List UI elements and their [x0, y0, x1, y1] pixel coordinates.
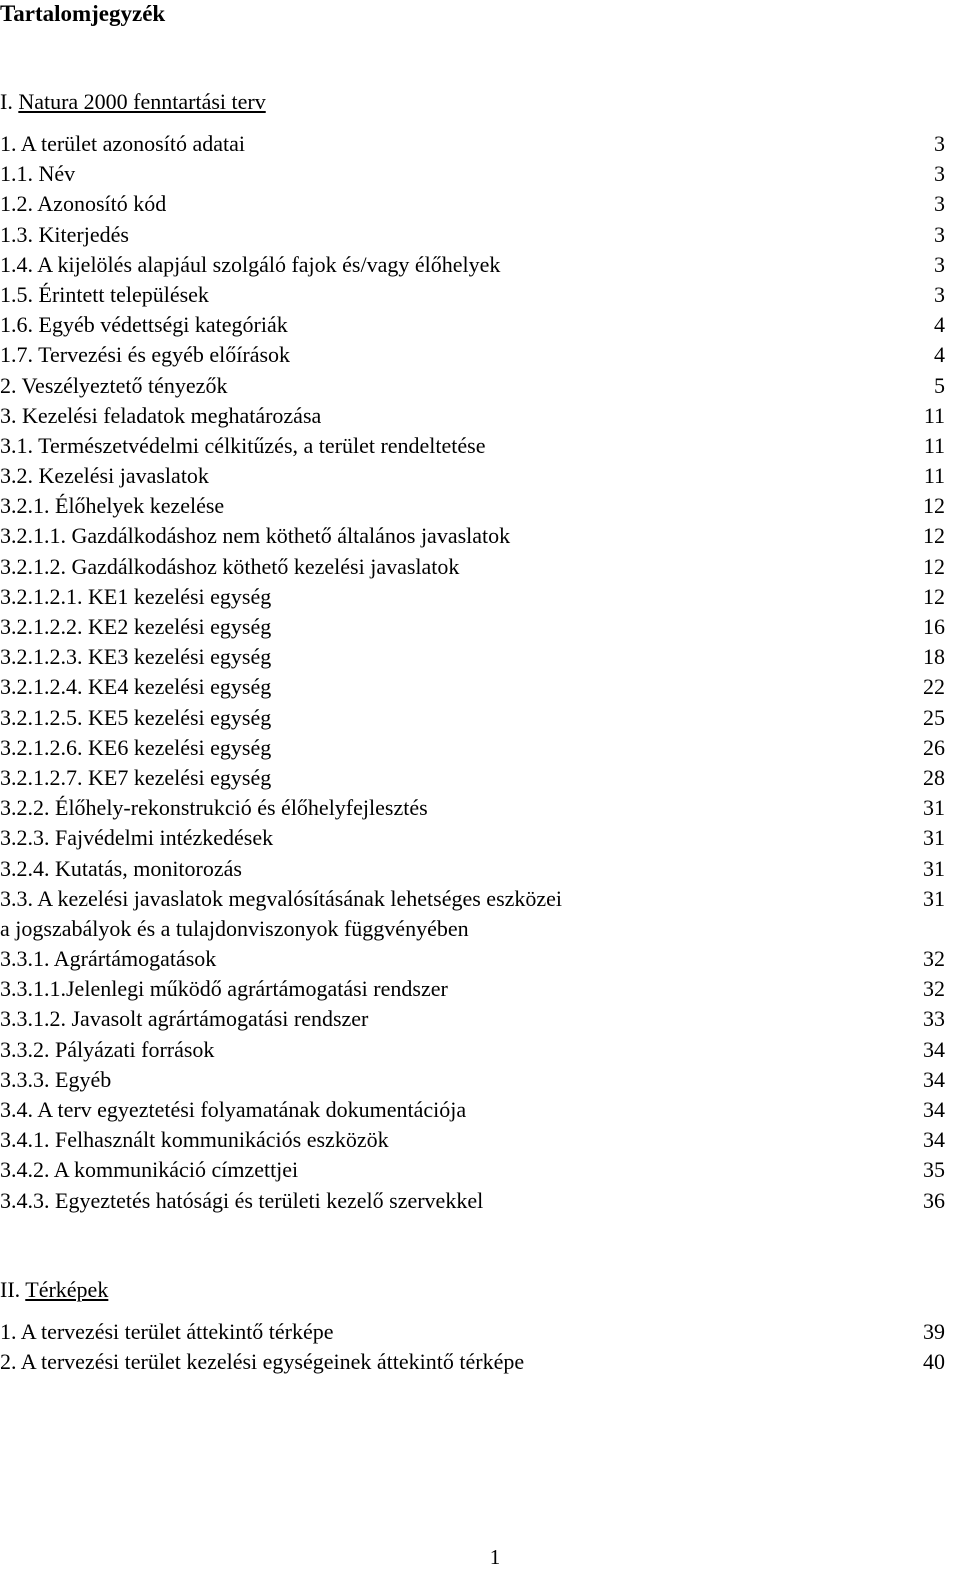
- toc-entry[interactable]: [0, 129, 955, 159]
- toc-entry-title: 3.4.2. A kommunikáció címzettjei: [0, 1157, 299, 1183]
- toc-entry-title: 3.2.1.2.3. KE3 kezelési egység: [0, 644, 272, 670]
- toc-entry-page-number: 4: [934, 312, 945, 338]
- toc-entry-title: 1.3. Kiterjedés: [0, 221, 129, 247]
- toc-entry-title: 3.3.1.1.Jelenlegi működő agrártámogatási rendszer: [0, 976, 448, 1002]
- toc-entry-title: 3.2.1.2.5. KE5 kezelési egység: [0, 704, 272, 730]
- toc-entry-page-number: 32: [923, 976, 945, 1002]
- toc-entry[interactable]: [0, 220, 955, 250]
- toc-entry-title: 1.7. Tervezési és egyéb előírások: [0, 342, 291, 368]
- toc-entry-page-number: 11: [923, 432, 945, 458]
- toc-entry-title: 2. Veszélyeztető tényezők: [0, 372, 228, 398]
- toc-entry-page-number: 34: [923, 1127, 945, 1153]
- toc-entry-title: 3.1. Természetvédelmi célkitűzés, a terület rendeltetése: [0, 432, 486, 458]
- toc-entry[interactable]: [0, 642, 955, 672]
- toc-entry-title: 3.4.3. Egyeztetés hatósági és területi kezelő szervekkel: [0, 1187, 484, 1213]
- toc-entry-page-number: 3: [934, 281, 945, 307]
- toc-entry-page-number: 22: [923, 674, 945, 700]
- toc-entry-page-number: 34: [923, 1097, 945, 1122]
- toc-entry[interactable]: [0, 884, 955, 914]
- part-2-number: II.: [0, 1277, 21, 1302]
- toc-entry[interactable]: [0, 1004, 955, 1034]
- toc-entry-page-number: 16: [923, 614, 945, 639]
- toc-entry[interactable]: [0, 250, 955, 280]
- toc-entry-page-number: 40: [923, 1349, 945, 1375]
- toc-entry-page-number: 32: [923, 946, 945, 972]
- toc-entry-title: 1.4. A kijelölés alapjául szolgáló fajok és/vagy élőhelyek: [0, 251, 501, 277]
- toc-entry-title: a jogszabályok és a tulajdonviszonyok függvényében: [0, 915, 469, 941]
- toc-entry[interactable]: [0, 521, 955, 551]
- toc-entry-page-number: 31: [923, 885, 945, 911]
- toc-entry-page-number: 12: [923, 523, 945, 549]
- part-2-heading: [0, 1276, 108, 1304]
- toc-entry-page-number: 12: [923, 553, 945, 579]
- toc-entry-page-number: 31: [923, 855, 945, 881]
- toc-entry-title: 3.2.1. Élőhelyek kezelése: [0, 493, 225, 519]
- toc-entry[interactable]: [0, 823, 955, 853]
- toc-entry-page-number: 35: [923, 1157, 945, 1183]
- toc-entry-page-number: 31: [923, 825, 945, 851]
- toc-entry-page-number: 3: [934, 161, 945, 187]
- toc-entry-page-number: 28: [923, 764, 945, 790]
- part-1-number: I.: [0, 89, 13, 114]
- toc-entry[interactable]: [0, 612, 955, 642]
- toc-entry-title: 1.1. Név: [0, 161, 76, 187]
- toc-entry-title: 3.2.1.2.2. KE2 kezelési egység: [0, 614, 272, 639]
- toc-entry[interactable]: [0, 914, 955, 944]
- toc-entry-title: 3.2.1.2.4. KE4 kezelési egység: [0, 674, 272, 700]
- toc-entry-title: 3.2.1.2.6. KE6 kezelési egység: [0, 734, 272, 760]
- toc-entry[interactable]: [0, 461, 955, 491]
- toc-entry-page-number: 36: [923, 1187, 945, 1213]
- toc-entry[interactable]: [0, 1125, 955, 1155]
- toc-entry-title: 2. A tervezési terület kezelési egységeinek áttekintő térképe: [0, 1349, 525, 1375]
- toc-entry[interactable]: [0, 431, 955, 461]
- toc-entry-title: 3.2.1.2.7. KE7 kezelési egység: [0, 764, 272, 790]
- toc-entry-title: 3.2.1.2.1. KE1 kezelési egység: [0, 583, 272, 609]
- toc-entry[interactable]: [0, 1035, 955, 1065]
- part-1-title: Natura 2000 fenntartási terv: [18, 89, 266, 114]
- toc-entry-title: 1.5. Érintett települések: [0, 281, 209, 307]
- toc-entry[interactable]: [0, 552, 955, 582]
- toc-entry-title: 3.3.1. Agrártámogatások: [0, 946, 217, 972]
- toc-part-1: [0, 129, 955, 1216]
- toc-entry-page-number: 26: [923, 734, 945, 760]
- toc-entry-title: 3.4. A terv egyeztetési folyamatának dokumentációja: [0, 1097, 467, 1122]
- toc-entry-page-number: 34: [923, 1066, 945, 1092]
- toc-entry-page-number: 11: [923, 463, 945, 489]
- toc-entry-title: 3. Kezelési feladatok meghatározása: [0, 402, 322, 428]
- toc-entry[interactable]: [0, 280, 955, 310]
- toc-entry-title: 3.2.4. Kutatás, monitorozás: [0, 855, 242, 881]
- toc-entry-page-number: 31: [923, 795, 945, 821]
- toc-entry-page-number: 12: [923, 583, 945, 609]
- toc-entry[interactable]: [0, 491, 955, 521]
- toc-entry[interactable]: [0, 401, 955, 431]
- toc-entry[interactable]: [0, 371, 955, 401]
- toc-entry-title: 3.3.1.2. Javasolt agrártámogatási rendszer: [0, 1006, 369, 1032]
- toc-entry[interactable]: [0, 854, 955, 884]
- toc-entry-title: 1. A tervezési terület áttekintő térképe: [0, 1319, 334, 1344]
- toc-entry-page-number: 18: [923, 644, 945, 670]
- toc-entry[interactable]: [0, 944, 955, 974]
- toc-entry-page-number: 3: [934, 191, 945, 217]
- toc-entry[interactable]: [0, 310, 955, 340]
- toc-entry[interactable]: [0, 733, 955, 763]
- toc-entry[interactable]: [0, 1065, 955, 1095]
- toc-entry[interactable]: [0, 189, 955, 219]
- toc-part-2: [0, 1317, 955, 1377]
- toc-entry-page-number: 12: [923, 493, 945, 519]
- toc-entry[interactable]: [0, 793, 955, 823]
- toc-entry-title: 3.2.3. Fajvédelmi intézkedések: [0, 825, 274, 851]
- toc-entry-title: 1. A terület azonosító adatai: [0, 131, 245, 156]
- toc-entry-title: 3.3.2. Pályázati források: [0, 1036, 215, 1062]
- toc-entry[interactable]: [0, 159, 955, 189]
- toc-entry-page-number: 11: [923, 402, 945, 428]
- part-2-title: Térképek: [25, 1277, 109, 1302]
- toc-entry-title: 3.2.2. Élőhely-rekonstrukció és élőhelyfejlesztés: [0, 795, 428, 821]
- toc-entry[interactable]: [0, 1095, 955, 1125]
- toc-entry-page-number: 4: [934, 342, 945, 368]
- toc-entry-page-number: 5: [934, 372, 945, 398]
- toc-entry-title: 3.3.3. Egyéb: [0, 1066, 112, 1092]
- toc-entry-page-number: 3: [934, 131, 945, 156]
- toc-entry-page-number: 33: [923, 1006, 945, 1032]
- toc-entry-title: 3.3. A kezelési javaslatok megvalósításának lehetséges eszközei: [0, 885, 563, 911]
- toc-entry-page-number: 39: [923, 1319, 945, 1344]
- toc-entry[interactable]: [0, 340, 955, 370]
- toc-entry[interactable]: [0, 1155, 955, 1185]
- page-number: 1: [489, 1545, 501, 1569]
- toc-entry-title: 3.4.1. Felhasznált kommunikációs eszközök: [0, 1127, 389, 1153]
- toc-entry[interactable]: [0, 582, 955, 612]
- toc-entry-page-number: 3: [934, 221, 945, 247]
- toc-entry[interactable]: [0, 672, 955, 702]
- toc-entry[interactable]: [0, 1347, 955, 1377]
- toc-entry-title: 1.6. Egyéb védettségi kategóriák: [0, 312, 288, 338]
- toc-entry[interactable]: [0, 763, 955, 793]
- toc-entry-title: 3.2. Kezelési javaslatok: [0, 463, 209, 489]
- toc-entry[interactable]: [0, 974, 955, 1004]
- page-title: Tartalomjegyzék: [0, 1, 166, 26]
- toc-entry-title: 1.2. Azonosító kód: [0, 191, 167, 217]
- toc-entry[interactable]: [0, 703, 955, 733]
- toc-entry[interactable]: [0, 1317, 955, 1347]
- toc-entry-title: 3.2.1.1. Gazdálkodáshoz nem köthető általános javaslatok: [0, 523, 511, 549]
- toc-entry-page-number: 25: [923, 704, 945, 730]
- toc-entry-page-number: 3: [934, 251, 945, 277]
- toc-entry-page-number: 34: [923, 1036, 945, 1062]
- toc-entry-title: 3.2.1.2. Gazdálkodáshoz köthető kezelési javaslatok: [0, 553, 460, 579]
- part-1-heading: [0, 88, 266, 116]
- toc-entry[interactable]: [0, 1186, 955, 1216]
